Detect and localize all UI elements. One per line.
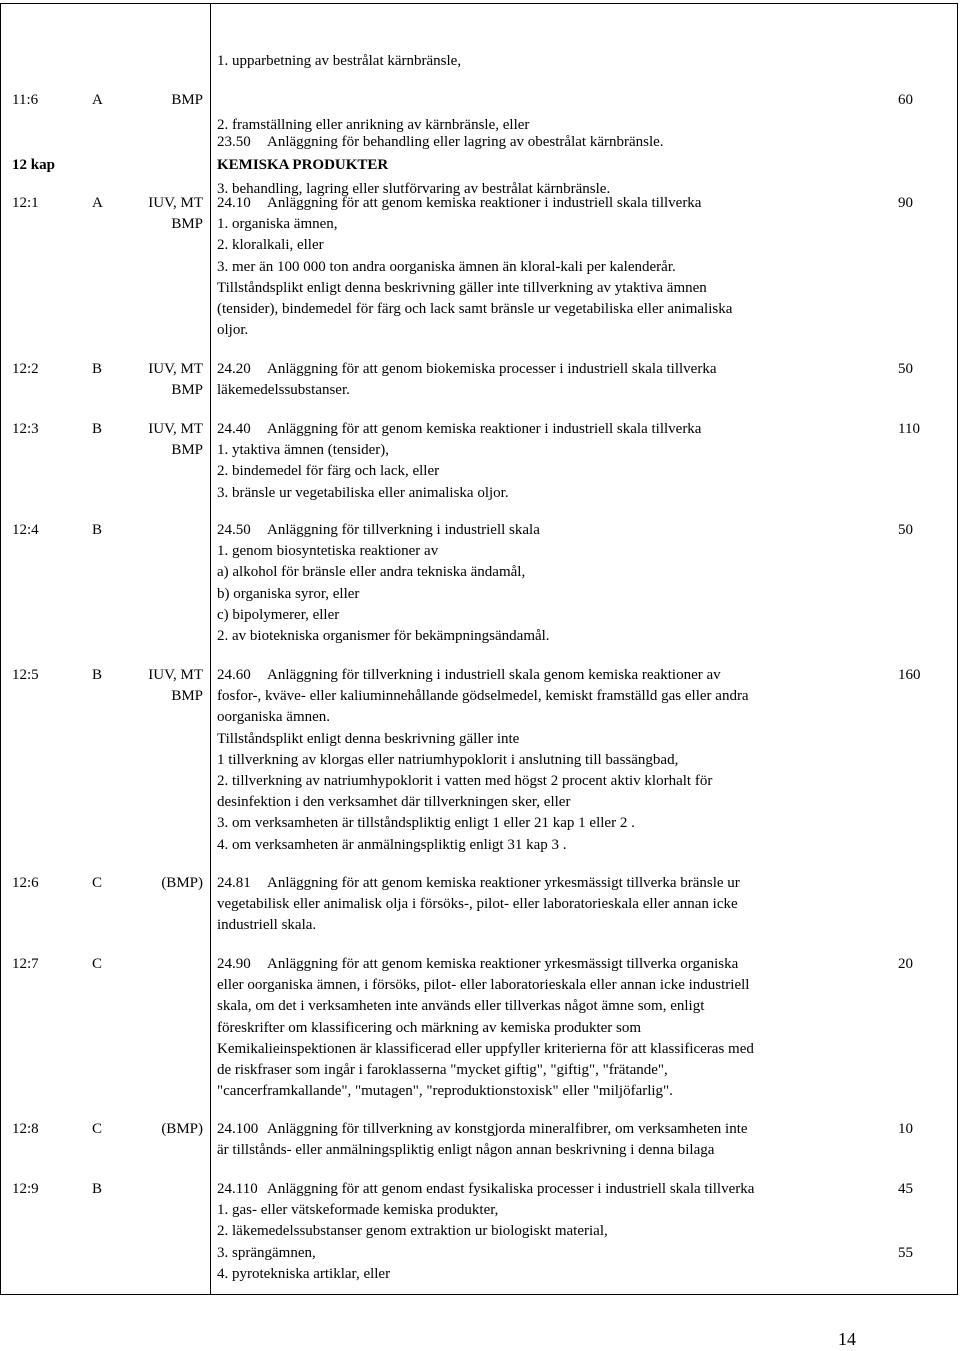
description-cell [217, 1119, 887, 1161]
description-line: c) bipolymerer, eller [217, 606, 340, 623]
description-line: de riskfraser som ingår i faroklasserna "mycket giftig", "giftig", "frätande", [217, 1062, 668, 1079]
fee-cell [898, 419, 948, 440]
fee-value: 90 [898, 195, 913, 211]
section-id: 12:2 [12, 361, 39, 377]
description-line: 3. bränsle ur vegetabiliska eller animaliska oljor. [217, 484, 509, 501]
activity-code: 24.60 [217, 667, 251, 683]
class-letter: B [92, 361, 103, 377]
section-id: 12:9 [12, 1181, 39, 1197]
class-letter: C [92, 875, 103, 891]
description-line: 1. genom biosyntetiska reaktioner av [217, 543, 439, 560]
class-letter: B [92, 667, 103, 683]
provision: IUV, MT [148, 195, 203, 211]
description-cell [217, 873, 887, 937]
fee-value [898, 1221, 948, 1242]
provision: BMP [171, 688, 203, 705]
provision: IUV, MT [148, 667, 203, 683]
fee-cell [898, 193, 948, 214]
description-line: a) alkohol för bränsle eller andra tekniska ändamål, [217, 564, 526, 581]
fee-value: 55 [898, 1244, 913, 1261]
description-line: industriell skala. [217, 917, 317, 934]
fee-value: 50 [898, 522, 913, 538]
description-line: föreskrifter om klassificering och märkning av kemiska produkter som [217, 1019, 642, 1036]
class-letter: C [92, 956, 103, 972]
description-line: oljor. [217, 322, 249, 339]
section-id: 12:6 [12, 875, 39, 891]
fee-cell [898, 1119, 948, 1140]
list-item: 1. upparbetning av bestrålat kärnbränsle, [217, 53, 462, 70]
class-letter: C [92, 1121, 103, 1137]
description-line: fosfor-, kväve- eller kaliuminnehållande gödselmedel, kemiskt framställd gas eller andra [217, 688, 749, 705]
description-line: Anläggning för tillverkning av konstgjorda mineralfibrer, om verksamheten inte [267, 1121, 748, 1137]
description-line: skala, om det i verksamheten inte används eller tillverkas något ämne som, enligt [217, 998, 705, 1015]
description-line: oorganiska ämnen. [217, 709, 331, 726]
provision-cell [135, 193, 207, 235]
provision-cell [135, 359, 207, 401]
fee-value: 50 [898, 361, 913, 377]
description-line: 2. bindemedel för färg och lack, eller [217, 463, 440, 480]
chapter-title: KEMISKA PRODUKTER [217, 157, 389, 173]
list-item: 3. behandling, lagring eller slutförvaring av bestrålat kärnbränsle. [217, 180, 611, 197]
fee-value: 10 [898, 1121, 913, 1137]
description-line: 1. organiska ämnen, [217, 216, 338, 233]
description-line: läkemedelssubstanser. [217, 382, 350, 399]
class-letter: B [92, 421, 103, 437]
provision: BMP [171, 382, 203, 399]
description-line: eller oorganiska ämnen, i försöks, pilot- eller laboratorieskala eller annan icke industriell [217, 977, 750, 994]
provision-cell [135, 1119, 207, 1140]
fee-value: 110 [898, 421, 920, 437]
description-line: 2. läkemedelssubstanser genom extraktion ur biologiskt material, [217, 1223, 608, 1240]
class-letter: A [92, 195, 103, 211]
fee-value: 20 [898, 956, 913, 972]
activity-code: 24.50 [217, 522, 251, 538]
list-item: 2. framställning eller anrikning av kärnbränsle, eller [217, 117, 530, 134]
activity-code: 24.81 [217, 875, 251, 891]
fee-cell [898, 520, 948, 541]
class-letter: B [92, 522, 103, 538]
description-line: Anläggning för att genom kemiska reaktioner i industriell skala tillverka [267, 195, 702, 211]
activity-code: 24.20 [217, 361, 251, 377]
description-line: "cancerframkallande", "mutagen", "reproduktionstoxisk" eller "miljöfarlig". [217, 1083, 673, 1100]
description-line: Tillståndsplikt enligt denna beskrivning gäller inte [217, 730, 520, 747]
fee-value: 160 [898, 667, 921, 683]
description-line: (tensider), bindemedel för färg och lack samt bränsle ur vegetabiliska eller animaliska [217, 301, 733, 318]
provision: BMP [171, 92, 203, 108]
description-cell [217, 359, 887, 401]
fee-cell [898, 1179, 948, 1264]
description-cell [217, 1179, 887, 1285]
description-line: 4. om verksamheten är anmälningspliktig enligt 31 kap 3 . [217, 836, 567, 853]
activity-code: 24.110 [217, 1181, 258, 1197]
provision: BMP [171, 442, 203, 459]
provision: IUV, MT [148, 361, 203, 377]
description-line: desinfektion i den verksamhet där tillverkningen sker, eller [217, 794, 571, 811]
provision: (BMP) [161, 875, 203, 891]
description-line: vegetabilisk eller animalisk olja i försöks-, pilot- eller laboratorieskala eller annan icke [217, 896, 738, 913]
description-line: 3. mer än 100 000 ton andra oorganiska ämnen än kloral-kali per kalenderår. [217, 258, 676, 275]
description-line: Tillståndsplikt enligt denna beskrivning gäller inte tillverkning av ytaktiva ämnen [217, 279, 707, 296]
description-line: 2. av biotekniska organismer för bekämpningsändamål. [217, 628, 550, 645]
description-line: 2. kloralkali, eller [217, 237, 324, 254]
description-cell [217, 954, 887, 1102]
description-line: Anläggning för att genom biokemiska processer i industriell skala tillverka [267, 361, 717, 377]
description-line: Anläggning för behandling eller lagring av obestrålat kärnbränsle. [267, 134, 664, 151]
description-line: 1 tillverkning av klorgas eller natriumhypoklorit i anslutning till bassängbad, [217, 751, 679, 768]
section-id: 11:6 [12, 92, 39, 108]
chapter-id: 12 kap [12, 157, 55, 173]
section-id: 12:1 [12, 195, 39, 211]
description-line: 4. pyrotekniska artiklar, eller [217, 1265, 391, 1282]
activity-code: 24.40 [217, 421, 251, 437]
description-line: Anläggning för att genom kemiska reaktioner i industriell skala tillverka [267, 421, 702, 437]
description-line: Anläggning för att genom endast fysikaliska processer i industriell skala tillverka [267, 1181, 755, 1197]
fee-value [898, 1200, 948, 1221]
description-cell [217, 520, 887, 647]
description-line: är tillstånds- eller anmälningspliktig enligt någon annan beskrivning i denna bilaga [217, 1142, 715, 1159]
description-line: Anläggning för tillverkning i industriell skala [267, 522, 540, 538]
activity-code: 24.10 [217, 195, 251, 211]
description-line: Anläggning för att genom kemiska reaktioner yrkesmässigt tillverka bränsle ur [267, 875, 740, 891]
section-id: 12:3 [12, 421, 39, 437]
description-cell [217, 665, 887, 856]
description-line: 3. sprängämnen, [217, 1244, 316, 1261]
section-id: 12:8 [12, 1121, 39, 1137]
class-letter: A [92, 92, 103, 108]
description-cell [217, 193, 887, 341]
activity-code: 24.100 [217, 1121, 259, 1137]
section-id: 12:4 [12, 522, 39, 538]
description-line: Anläggning för att genom kemiska reaktioner yrkesmässigt tillverka organiska [267, 956, 739, 972]
description-line: b) organiska syror, eller [217, 585, 360, 602]
activity-code: 24.90 [217, 956, 251, 972]
provision-cell [135, 419, 207, 461]
fee-cell [898, 665, 948, 686]
description-line: Kemikalieinspektionen är klassificerad eller uppfyller kriterierna för att klassificeras med [217, 1040, 754, 1057]
fee-cell [898, 359, 948, 380]
provision: BMP [171, 216, 203, 233]
provision-cell [135, 873, 207, 894]
description-line: Anläggning för tillverkning i industriell skala genom kemiska reaktioner av [267, 667, 721, 683]
description-line: 3. om verksamheten är tillståndspliktig enligt 1 eller 21 kap 1 eller 2 . [217, 815, 635, 832]
class-letter: B [92, 1181, 103, 1197]
description-cell [217, 419, 887, 504]
provision: IUV, MT [148, 421, 203, 437]
column-divider [210, 3, 211, 1295]
section-id: 12:7 [12, 956, 39, 972]
description-line: 2. tillverkning av natriumhypoklorit i vatten med högst 2 procent aktiv klorhalt för [217, 773, 713, 790]
fee-value: 60 [898, 92, 913, 108]
page-number: 14 [838, 1329, 856, 1349]
provision-cell [135, 665, 207, 707]
description-line: 1. gas- eller vätskeformade kemiska produkter, [217, 1202, 499, 1219]
description-line: 1. ytaktiva ämnen (tensider), [217, 442, 390, 459]
fee-cell [898, 954, 948, 975]
fee-value: 45 [898, 1181, 913, 1197]
provision: (BMP) [161, 1121, 203, 1137]
activity-code: 23.50 [217, 134, 251, 151]
section-id: 12:5 [12, 667, 39, 683]
